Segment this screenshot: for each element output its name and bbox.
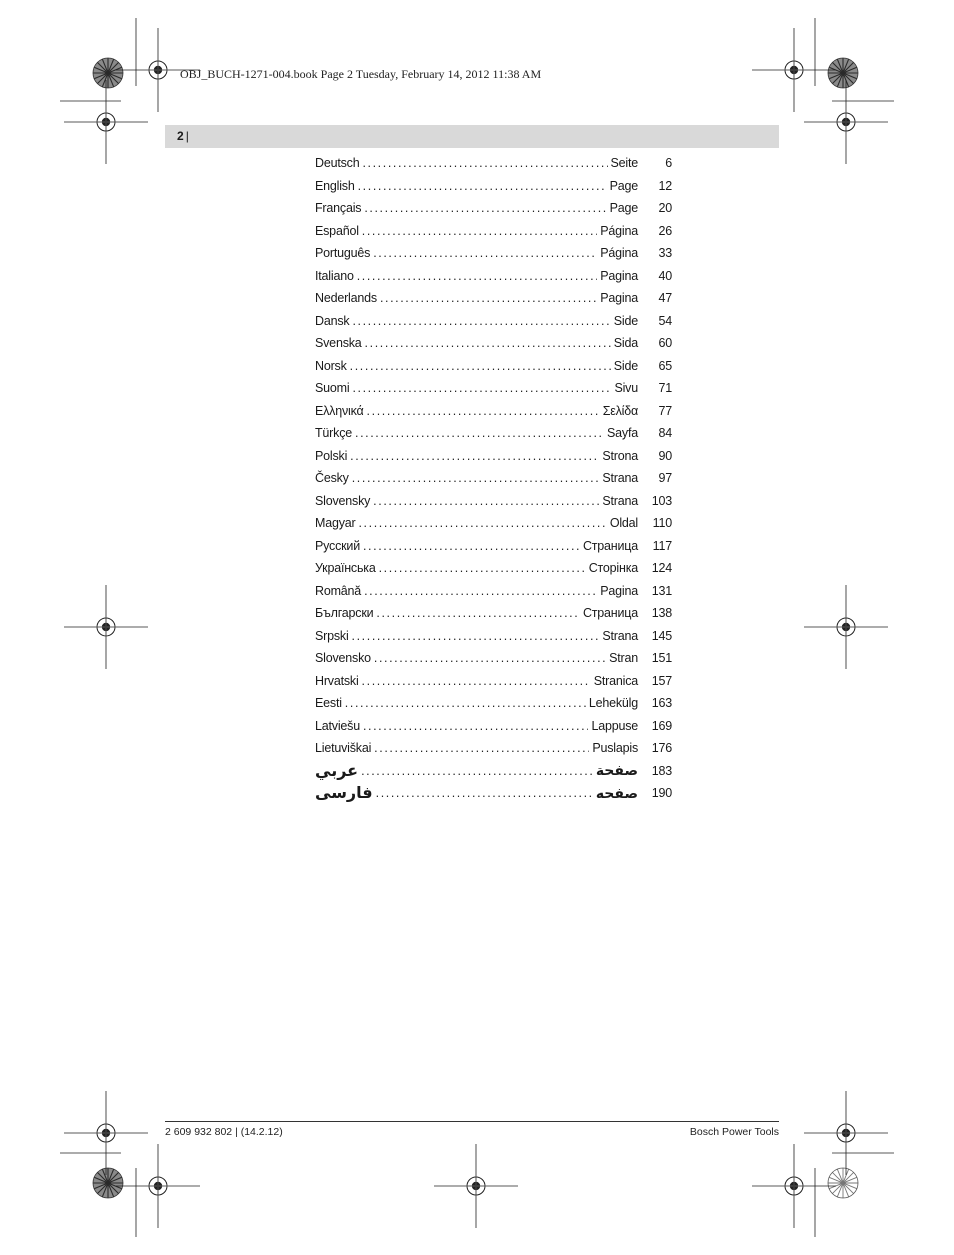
toc-row[interactable] <box>315 512 672 535</box>
toc-page-word: Side <box>613 358 638 373</box>
toc-row[interactable] <box>315 242 672 265</box>
print-slug-line: OBJ_BUCH-1271-004.book Page 2 Tuesday, February 14, 2012 11:38 AM <box>180 67 542 81</box>
toc-page-number: 12 <box>658 178 672 193</box>
toc-row[interactable] <box>315 692 672 715</box>
toc-row[interactable] <box>315 400 672 423</box>
toc-leader-dots <box>363 539 580 553</box>
page-header-bar <box>165 125 779 148</box>
toc-row[interactable] <box>315 445 672 468</box>
toc-page-number: 103 <box>651 493 672 508</box>
toc-page-word: Страница <box>582 538 638 553</box>
toc-leader-dots <box>345 696 586 710</box>
toc-leader-dots <box>350 359 611 373</box>
toc-row[interactable] <box>315 670 672 693</box>
toc-page-number: 138 <box>651 606 672 621</box>
toc-page-word: Sayfa <box>607 426 638 441</box>
toc-leader-dots <box>352 629 600 643</box>
toc-language: Español <box>315 223 359 238</box>
toc-page-word: Page <box>609 178 638 193</box>
toc-page-number: 77 <box>658 403 672 418</box>
toc-leader-dots <box>352 471 600 485</box>
toc-page-word: Page <box>609 201 638 216</box>
toc-page-number: 26 <box>658 223 672 238</box>
toc-page-number: 163 <box>651 696 672 711</box>
page-number-separator: | <box>185 129 189 143</box>
toc-page-word: Strona <box>602 448 638 463</box>
toc-row[interactable] <box>315 625 672 648</box>
toc-row[interactable] <box>315 580 672 603</box>
toc-row[interactable] <box>315 355 672 378</box>
toc-leader-dots <box>358 179 607 193</box>
toc-leader-dots <box>362 156 607 170</box>
toc-leader-dots <box>374 651 606 665</box>
toc-page-number: 190 <box>651 786 672 801</box>
toc-row[interactable] <box>315 715 672 738</box>
toc-page-word: صفحه <box>595 784 638 801</box>
toc-row[interactable] <box>315 737 672 760</box>
toc-leader-dots <box>352 381 611 395</box>
toc-row[interactable] <box>315 152 672 175</box>
toc-page-number: 117 <box>652 538 672 553</box>
toc-page-number: 131 <box>651 583 672 598</box>
toc-page-word: Lappuse <box>591 718 638 733</box>
toc-page-word: Pagina <box>600 583 638 598</box>
toc-leader-dots <box>365 336 611 350</box>
toc-page-number: 169 <box>651 718 672 733</box>
toc-page-number: 90 <box>658 448 672 463</box>
toc-language: Slovensky <box>315 493 371 508</box>
toc-language: Italiano <box>315 268 354 283</box>
toc-page-word: Lehekülg <box>588 696 638 711</box>
toc-row[interactable] <box>315 310 672 333</box>
toc-leader-dots <box>362 674 591 688</box>
toc-page-number: 145 <box>651 628 672 643</box>
toc-language: Slovensko <box>315 651 371 666</box>
toc-leader-dots <box>380 291 597 305</box>
page-number-value: 2 <box>177 129 184 143</box>
toc-leader-dots <box>374 741 589 755</box>
toc-page-word: Strana <box>602 628 638 643</box>
toc-page-number: 20 <box>658 201 672 216</box>
toc-language: Suomi <box>315 381 350 396</box>
toc-language: Česky <box>315 471 349 486</box>
toc-row[interactable] <box>315 265 672 288</box>
toc-page-number: 124 <box>651 561 672 576</box>
toc-leader-dots <box>357 269 598 283</box>
toc-row[interactable] <box>315 647 672 670</box>
toc-page-word: Seite <box>610 156 638 171</box>
toc-page-word: Pagina <box>600 268 638 283</box>
toc-language: Русский <box>315 538 360 553</box>
toc-language: English <box>315 178 355 193</box>
toc-language: Nederlands <box>315 291 377 306</box>
toc-page-word: Pagina <box>600 291 638 306</box>
toc-page-number: 60 <box>658 336 672 351</box>
toc-page-number: 176 <box>651 741 672 756</box>
toc-language: Română <box>315 583 362 598</box>
toc-leader-dots <box>361 764 593 778</box>
toc-page-word: Σελίδα <box>602 403 638 418</box>
toc-row[interactable] <box>315 332 672 355</box>
toc-page-number: 157 <box>651 673 672 688</box>
toc-language: Polski <box>315 448 348 463</box>
toc-row[interactable] <box>315 197 672 220</box>
toc-leader-dots <box>350 449 599 463</box>
toc-page-word: Oldal <box>609 516 638 531</box>
toc-page-word: Página <box>600 246 638 261</box>
toc-leader-dots <box>363 719 588 733</box>
toc-language: Svenska <box>315 336 362 351</box>
toc-page-word: Sida <box>613 336 638 351</box>
toc-language: Hrvatski <box>315 673 359 688</box>
toc-page-word: Strana <box>602 471 638 486</box>
footer-brand: Bosch Power Tools <box>689 1126 779 1138</box>
toc-row[interactable] <box>315 377 672 400</box>
toc-page-number: 110 <box>652 516 672 531</box>
toc-page-number: 65 <box>658 358 672 373</box>
toc-language: Français <box>315 201 362 216</box>
toc-leader-dots <box>355 426 604 440</box>
toc-row[interactable] <box>315 467 672 490</box>
toc-leader-dots <box>379 561 586 575</box>
toc-page-number: 71 <box>658 381 672 396</box>
toc-page-number: 40 <box>658 268 672 283</box>
toc-language: Български <box>315 606 374 621</box>
toc-page-number: 84 <box>658 426 672 441</box>
toc-row[interactable] <box>315 220 672 243</box>
toc-row[interactable] <box>315 490 672 513</box>
toc-page-word: Página <box>600 223 638 238</box>
toc-language: عربي <box>315 762 359 780</box>
toc-page-word: Stran <box>609 651 638 666</box>
toc-page-number: 183 <box>651 763 672 778</box>
toc-row[interactable] <box>315 535 672 558</box>
toc-row[interactable] <box>315 760 672 783</box>
toc-leader-dots <box>373 246 597 260</box>
toc-language: Ελληνικά <box>315 403 364 418</box>
toc-leader-dots <box>376 606 580 620</box>
toc-leader-dots <box>376 786 593 800</box>
toc-language: Українська <box>315 561 376 576</box>
toc-leader-dots <box>364 201 606 215</box>
toc-page-word: Stranica <box>593 673 638 688</box>
toc-page-word: Strana <box>602 493 638 508</box>
toc-language: Lietuviškai <box>315 741 372 756</box>
toc-page-number: 6 <box>665 156 672 171</box>
toc-row[interactable] <box>315 422 672 445</box>
toc-language: Latviešu <box>315 718 360 733</box>
toc-language: Eesti <box>315 696 342 711</box>
toc-language: Srpski <box>315 628 349 643</box>
toc-page-number: 97 <box>658 471 672 486</box>
toc-language: Norsk <box>315 358 347 373</box>
toc-row[interactable] <box>315 602 672 625</box>
toc-page-word: صفحة <box>595 762 638 779</box>
toc-leader-dots <box>352 314 610 328</box>
toc-leader-dots <box>362 224 597 238</box>
toc-page-word: Страница <box>582 606 638 621</box>
toc-row[interactable] <box>315 287 672 310</box>
page-number <box>177 129 189 143</box>
toc-page-word: Side <box>613 313 638 328</box>
toc-page-word: Puslapis <box>592 741 638 756</box>
toc-row[interactable] <box>315 782 672 805</box>
toc-leader-dots <box>364 584 597 598</box>
toc-page-number: 54 <box>658 313 672 328</box>
toc-row[interactable] <box>315 175 672 198</box>
toc-language: Dansk <box>315 313 350 328</box>
toc-page-word: Сторінка <box>588 561 638 576</box>
toc-page-number: 47 <box>658 291 672 306</box>
toc-leader-dots <box>367 404 600 418</box>
toc-language: Deutsch <box>315 156 360 171</box>
toc-language: فارسی <box>315 785 373 803</box>
table-of-contents <box>315 152 672 805</box>
toc-leader-dots <box>373 494 599 508</box>
footer-document-number: 2 609 932 802 | (14.2.12) <box>165 1126 283 1138</box>
footer-rule <box>165 1121 779 1122</box>
toc-language: Magyar <box>315 516 356 531</box>
toc-language: Português <box>315 246 371 261</box>
toc-row[interactable] <box>315 557 672 580</box>
toc-page-word: Sivu <box>614 381 638 396</box>
toc-page-number: 151 <box>651 651 672 666</box>
toc-page-number: 33 <box>658 246 672 261</box>
toc-language: Türkçe <box>315 426 353 441</box>
toc-leader-dots <box>358 516 606 530</box>
